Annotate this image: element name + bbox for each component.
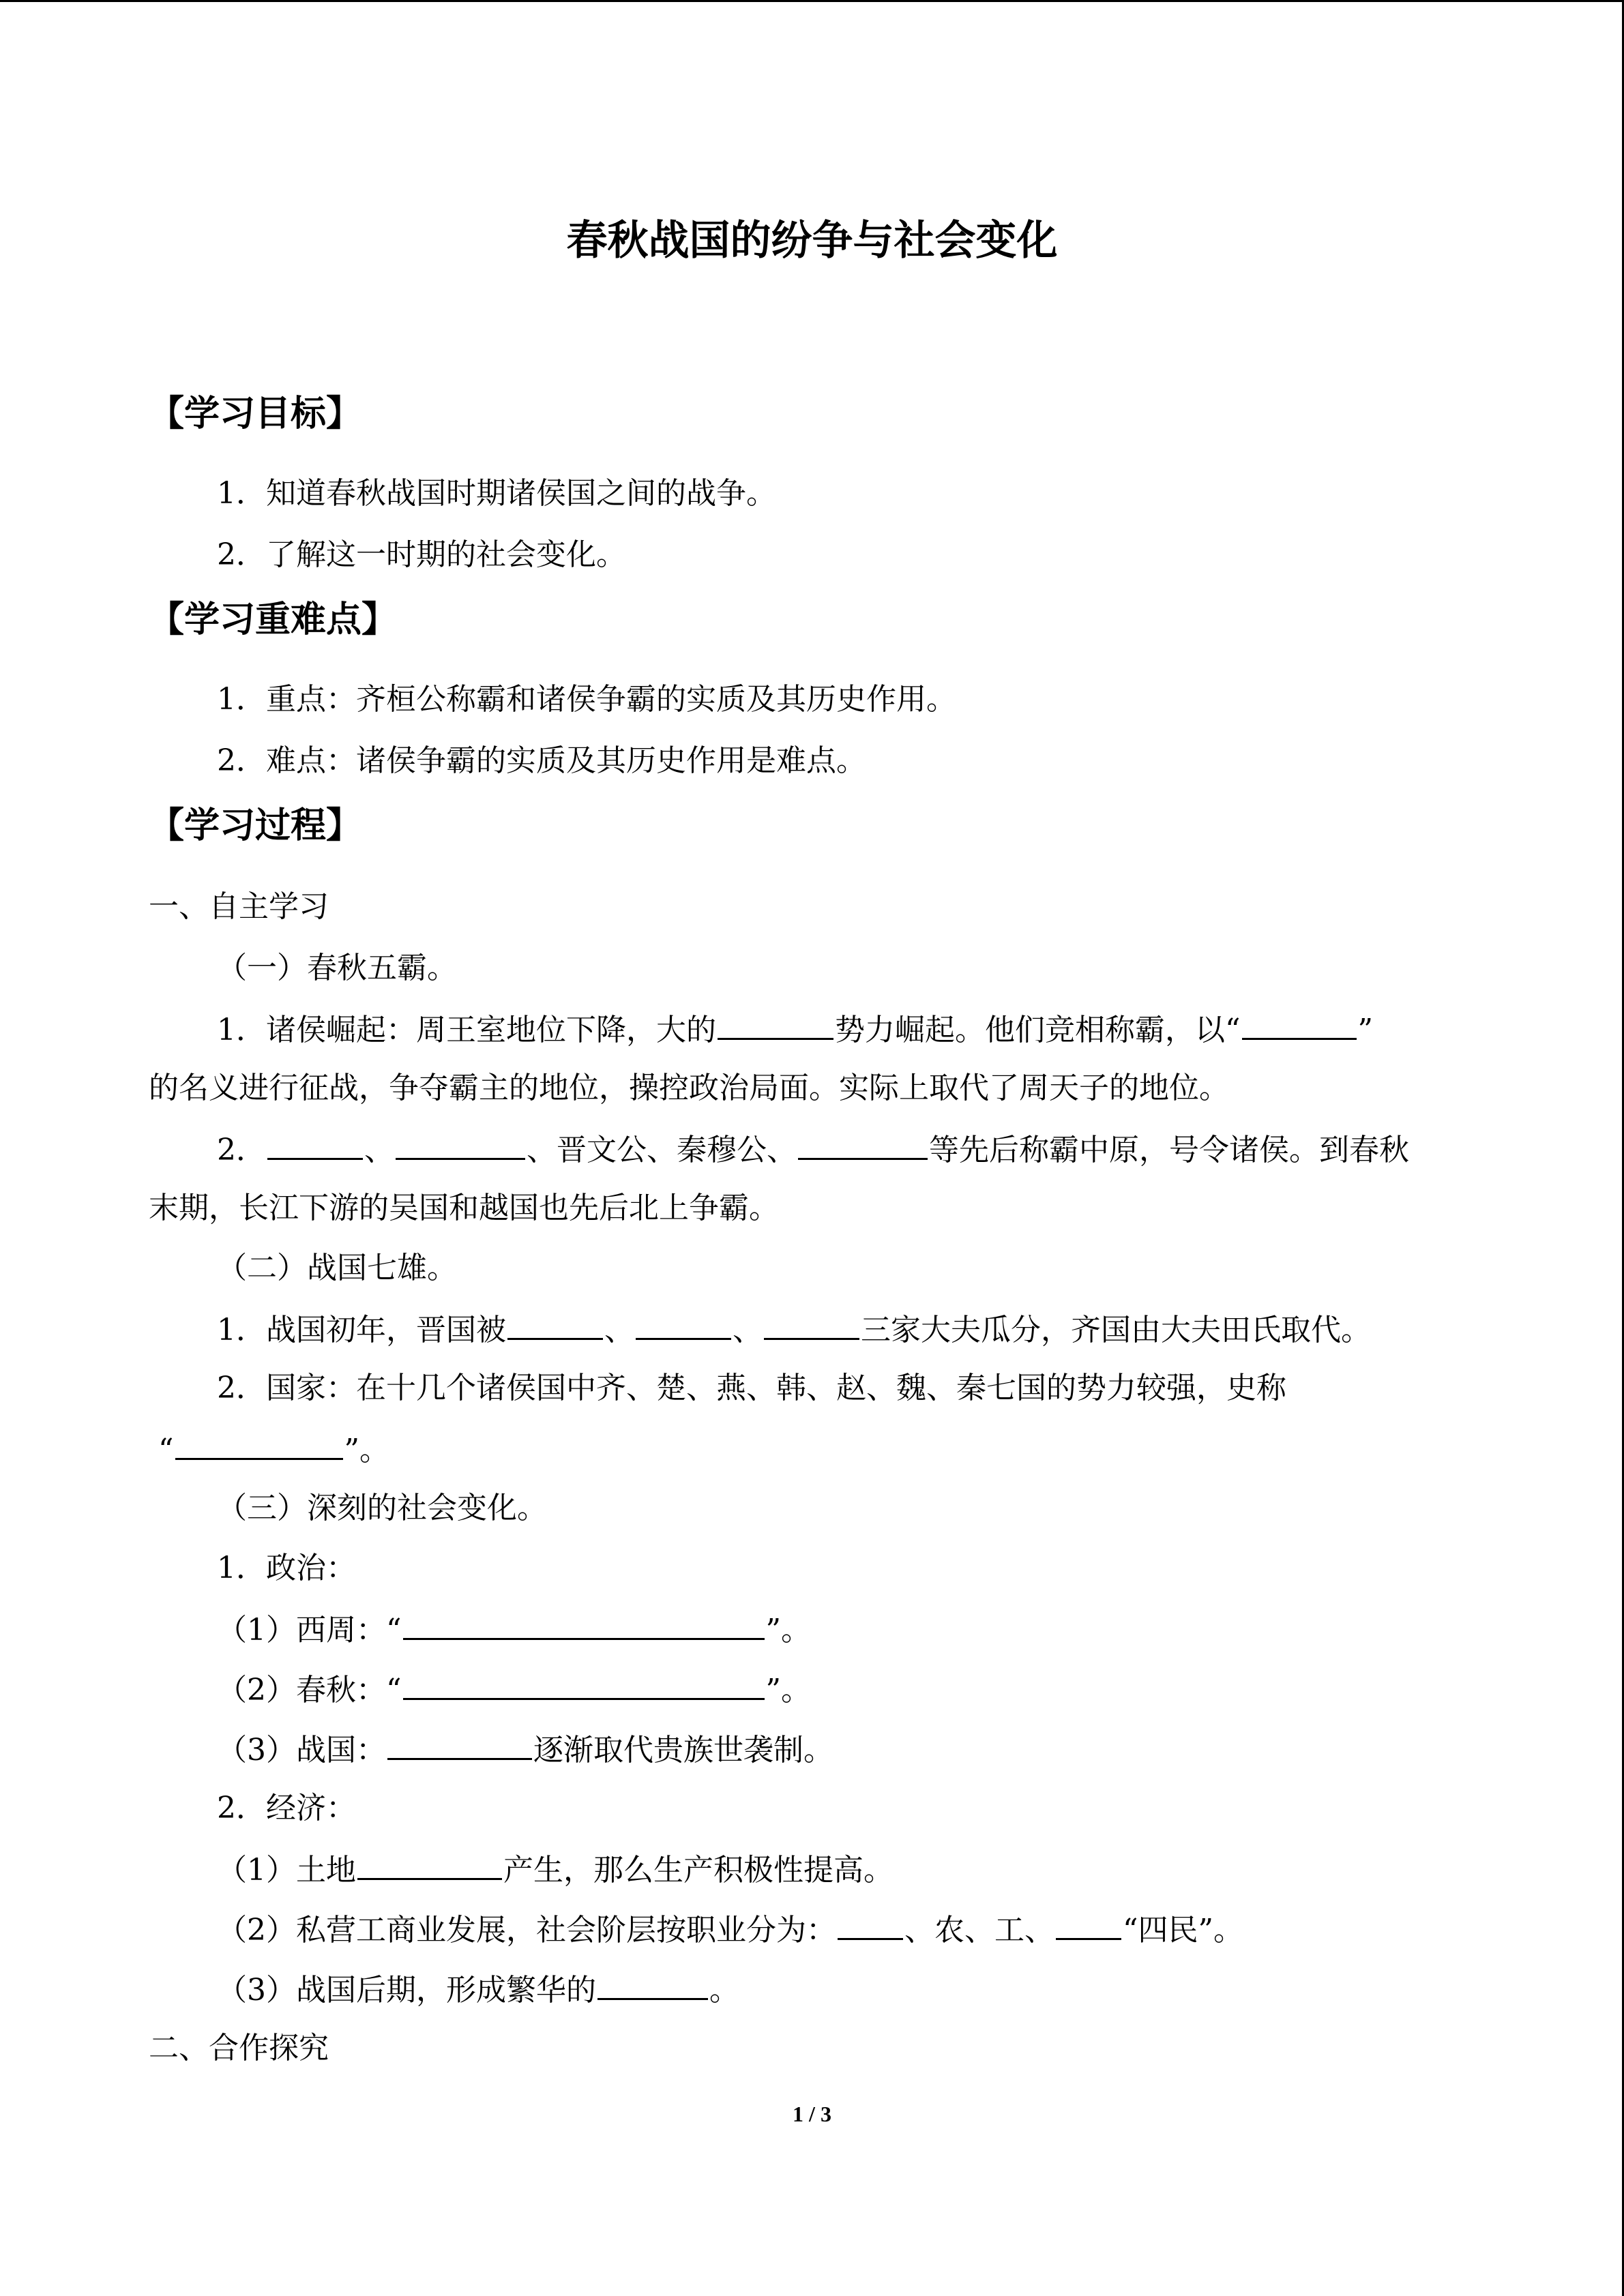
question-text: ”。 [344,1433,389,1467]
question-text: （2）春秋：“ [217,1673,402,1708]
question-text: 等先后称霸中原，号令诸侯。到春秋 [929,1133,1409,1167]
question-text: “ [158,1433,174,1467]
fill-blank[interactable] [267,1128,363,1160]
question-text: ” [1357,1013,1373,1047]
question-text: 、农、工、 [904,1913,1054,1948]
section-heading-goals: 【学习目标】 [149,393,362,434]
question-text: 、晋文公、秦穆公、 [527,1133,797,1167]
section-heading-process: 【学习过程】 [149,805,362,846]
question-line [217,1968,739,2011]
fill-blank[interactable] [175,1428,343,1460]
fill-blank[interactable] [507,1308,603,1340]
question-text: ”。 [765,1673,811,1708]
fill-blank[interactable] [403,1608,765,1640]
question-line [217,1728,833,1771]
fill-blank[interactable] [718,1008,833,1040]
fill-blank[interactable] [636,1308,731,1340]
question-continuation: 的名义进行征战，争夺霸主的地位，操控政治局面。实际上取代了周天子的地位。 [149,1071,1229,1105]
question-line: 2．国家：在十几个诸侯国中齐、楚、燕、韩、赵、魏、秦七国的势力较强，史称 [217,1371,1286,1405]
subsection-1-heading: （一）春秋五霸。 [217,951,457,985]
politics-heading: 1．政治： [217,1551,356,1585]
question-text: （1）西周：“ [217,1613,402,1648]
page-border-top [0,0,1624,2]
fill-blank[interactable] [597,1968,708,2000]
part-1-heading: 一、自主学习 [149,889,329,924]
economy-heading: 2．经济： [217,1791,356,1825]
key-point-item-1: 1．重点：齐桓公称霸和诸侯争霸的实质及其历史作用。 [217,682,956,717]
question-line [217,1908,1243,1951]
question-continuation [158,1428,389,1471]
question-continuation: 末期，长江下游的吴国和越国也先后北上争霸。 [149,1191,779,1225]
fill-blank[interactable] [764,1308,859,1340]
question-line [217,1848,894,1891]
fill-blank[interactable] [1242,1008,1357,1040]
question-text: 、 [733,1313,763,1347]
page-number: 1 / 3 [793,2102,831,2126]
question-text: 势力崛起。他们竞相称霸，以“ [835,1013,1241,1047]
question-text: 2． [217,1133,266,1167]
question-line [217,1128,1409,1171]
subsection-2-heading: （二）战国七雄。 [217,1251,457,1285]
fill-blank[interactable] [403,1668,765,1700]
page-title: 春秋战国的纷争与社会变化 [566,217,1058,265]
question-text: “四民”。 [1123,1913,1243,1948]
question-text: （2）私营工商业发展，社会阶层按职业分为： [217,1913,836,1948]
question-text: 、 [604,1313,634,1347]
subsection-3-heading: （三）深刻的社会变化。 [217,1491,547,1525]
question-line [217,1608,811,1651]
fill-blank[interactable] [1056,1908,1121,1940]
question-text: 逐渐取代贵族世袭制。 [533,1733,833,1768]
question-text: 三家大夫瓜分，齐国由大夫田氏取代。 [861,1313,1371,1347]
section-heading-key-points: 【学习重难点】 [149,599,398,640]
question-text: （1）土地 [217,1853,356,1888]
question-line [217,1008,1373,1051]
question-text: 。 [709,1973,739,2008]
question-text: ”。 [765,1613,811,1648]
fill-blank[interactable] [838,1908,903,1940]
key-point-item-2: 2．难点：诸侯争霸的实质及其历史作用是难点。 [217,743,866,778]
fill-blank[interactable] [798,1128,928,1160]
question-line [217,1308,1371,1351]
goal-item-1: 1．知道春秋战国时期诸侯国之间的战争。 [217,476,776,511]
question-text: 、 [364,1133,394,1167]
question-text: 1．诸侯崛起：周王室地位下降，大的 [217,1013,716,1047]
fill-blank[interactable] [396,1128,525,1160]
question-text: 1．战国初年，晋国被 [217,1313,506,1347]
question-text: 产生，那么生产积极性提高。 [503,1853,894,1888]
question-text: （3）战国： [217,1733,386,1768]
part-2-heading: 二、合作探究 [149,2031,329,2066]
question-line [217,1668,811,1711]
fill-blank[interactable] [357,1848,502,1880]
question-text: （3）战国后期，形成繁华的 [217,1973,596,2008]
fill-blank[interactable] [387,1728,532,1760]
goal-item-2: 2．了解这一时期的社会变化。 [217,537,626,572]
